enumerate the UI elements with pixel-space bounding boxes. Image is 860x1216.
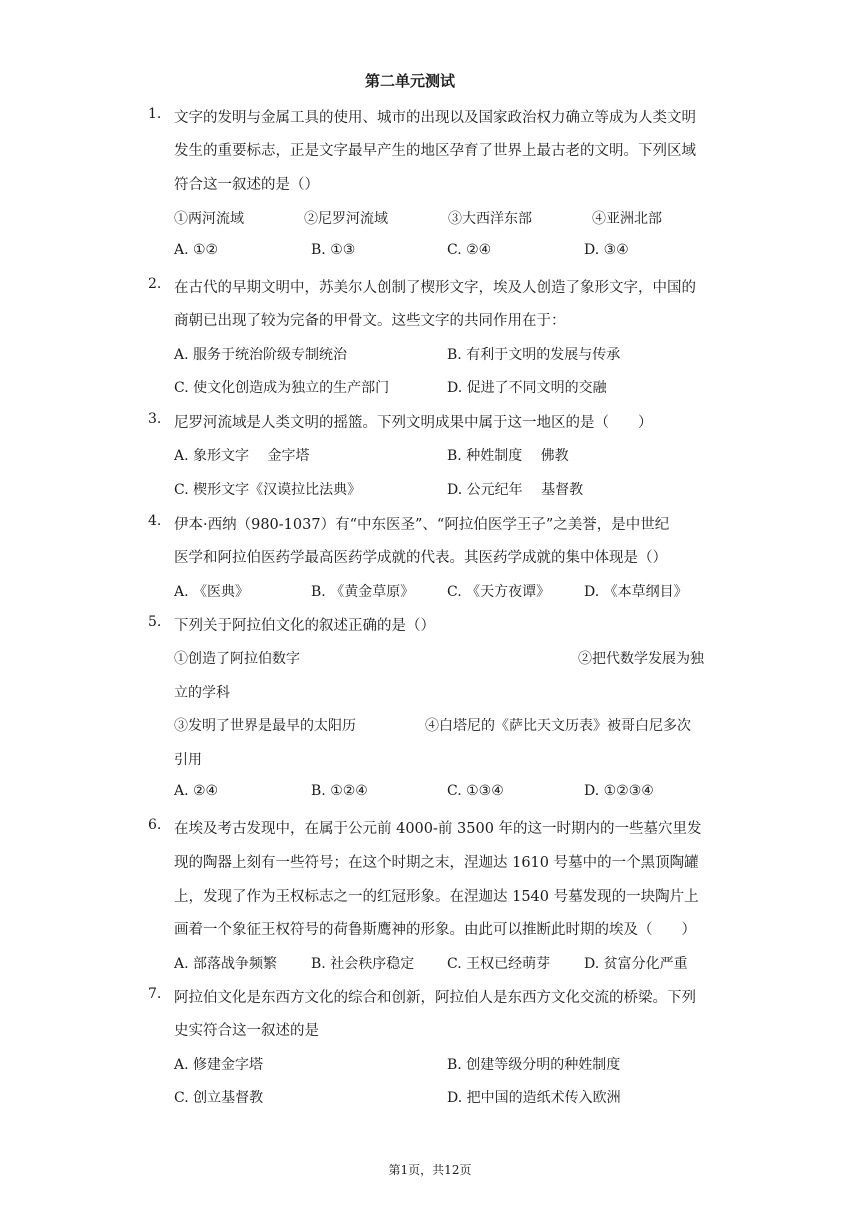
- question-number: 3.: [148, 411, 162, 427]
- answer-option: C. 王权已经萌芽: [447, 956, 551, 972]
- answer-option: C. 《天方夜谭》: [447, 584, 551, 600]
- question-text-line: 现的陶器上刻有一些符号；在这个时期之末，涅迦达 1610 号墓中的一个黑顶陶罐: [174, 855, 699, 871]
- answer-option: D. ①②③④: [584, 783, 654, 799]
- answer-option: B. ①③: [311, 242, 356, 258]
- answer-option: B. ①②④: [311, 783, 368, 799]
- document-title: 第二单元测试: [364, 72, 455, 90]
- answer-option: C. ①③④: [447, 783, 504, 799]
- question-text-line: 下列关于阿拉伯文化的叙述正确的是（）: [174, 618, 435, 634]
- question-number: 7.: [148, 986, 162, 1002]
- statement-item: ②尼罗河流域: [304, 211, 388, 227]
- answer-option: D. 《本草纲目》: [584, 584, 688, 600]
- answer-option: A. ②④: [174, 783, 219, 799]
- answer-option: C. ②④: [447, 242, 492, 258]
- statement-item: ③大西洋东部: [448, 211, 532, 227]
- statement-item: 立的学科: [174, 685, 230, 701]
- answer-option: D. 贫富分化严重: [584, 956, 688, 972]
- question-text-line: 医学和阿拉伯医药学最高医药学成就的代表。其医药学成就的集中体现是（）: [174, 550, 667, 566]
- question-text-line: 史实符合这一叙述的是: [174, 1023, 319, 1039]
- answer-option: D. 把中国的造纸术传入欧洲: [447, 1090, 621, 1106]
- answer-option: D. 公元纪年 基督教: [447, 482, 584, 498]
- question-text-line: 上，发现了作为王权标志之一的红冠形象。在涅迦达 1540 号墓发现的一块陶片上: [174, 889, 699, 905]
- answer-option: D. 促进了不同文明的交融: [447, 380, 607, 396]
- question-text-line: 阿拉伯文化是东西方文化的综合和创新，阿拉伯人是东西方文化交流的桥梁。下列: [174, 990, 696, 1006]
- statement-item: ①两河流域: [174, 211, 244, 227]
- question-text-line: 文字的发明与金属工具的使用、城市的出现以及国家政治权力确立等成为人类文明: [174, 110, 696, 126]
- answer-option: A. ①②: [174, 242, 219, 258]
- question-text-line: 发生的重要标志，正是文字最早产生的地区孕育了世界上最古老的文明。下列区域: [174, 143, 696, 159]
- statement-item: 引用: [174, 752, 202, 768]
- question-number: 4.: [148, 513, 162, 529]
- statement-item: ④亚洲北部: [592, 211, 662, 227]
- statement-item: ④白塔尼的《萨比天文历表》被哥白尼多次: [425, 718, 691, 734]
- answer-option: C. 楔形文字《汉谟拉比法典》: [174, 482, 362, 498]
- question-number: 6.: [148, 817, 162, 833]
- question-text-line: 在埃及考古发现中，在属于公元前 4000-前 3500 年的这一时期内的一些墓穴里发: [174, 821, 702, 837]
- answer-option: B. 社会秩序稳定: [311, 956, 415, 972]
- question-text-line: 画着一个象征王权符号的荷鲁斯鹰神的形象。由此可以推断此时期的埃及（ ）: [174, 922, 696, 938]
- answer-option: D. ③④: [584, 242, 629, 258]
- question-text-line: 尼罗河流域是人类文明的摇篮。下列文明成果中属于这一地区的是（ ）: [174, 415, 653, 431]
- question-number: 1.: [148, 106, 162, 122]
- answer-option: A. 服务于统治阶级专制统治: [174, 347, 348, 363]
- answer-option: B. 种姓制度 佛教: [447, 448, 569, 464]
- question-text-line: 商朝已出现了较为完备的甲骨文。这些文字的共同作用在于：: [174, 313, 566, 329]
- answer-option: C. 创立基督教: [174, 1090, 264, 1106]
- question-text-line: 伊本·西纳（980-1037）有“中东医圣”、“阿拉伯医学王子”之美誉，是中世纪: [174, 517, 670, 533]
- answer-option: A. 部落战争频繁: [174, 956, 278, 972]
- answer-option: C. 使文化创造成为独立的生产部门: [174, 380, 390, 396]
- question-number: 2.: [148, 276, 162, 292]
- answer-option: B. 有利于文明的发展与传承: [447, 347, 621, 363]
- answer-option: A. 修建金字塔: [174, 1057, 264, 1073]
- answer-option: A. 《医典》: [174, 584, 250, 600]
- answer-option: B. 创建等级分明的种姓制度: [447, 1057, 621, 1073]
- question-text-line: 在古代的早期文明中，苏美尔人创制了楔形文字，埃及人创造了象形文字，中国的: [174, 280, 696, 296]
- answer-option: B. 《黄金草原》: [311, 584, 415, 600]
- statement-item: ②把代数学发展为独: [578, 651, 704, 667]
- answer-option: A. 象形文字 金字塔: [174, 448, 310, 464]
- statement-item: ①创造了阿拉伯数字: [174, 651, 300, 667]
- page-footer: 第1页，共12页: [388, 1163, 472, 1177]
- statement-item: ③发明了世界是最早的太阳历: [174, 718, 356, 734]
- question-number: 5.: [148, 614, 162, 630]
- question-text-line: 符合这一叙述的是（）: [174, 177, 319, 193]
